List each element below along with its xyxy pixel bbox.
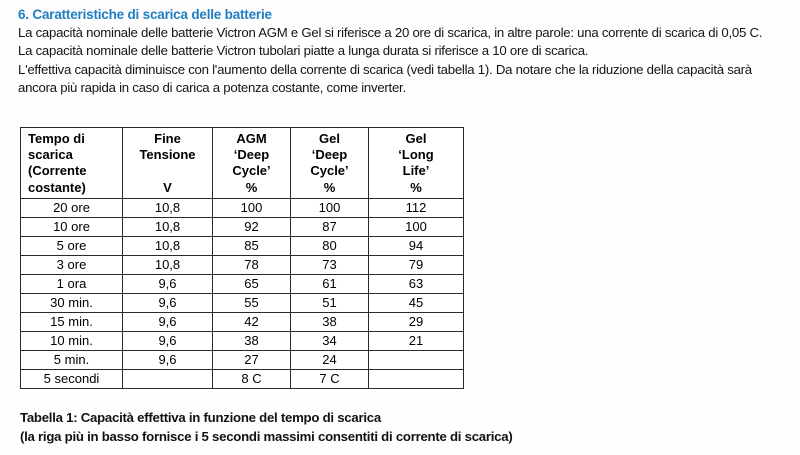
header-line: Cycle’ xyxy=(232,163,271,179)
cell-agm-deep-cycle: 92 xyxy=(213,217,291,236)
header-line: V xyxy=(163,179,172,195)
cell-agm-deep-cycle: 85 xyxy=(213,236,291,255)
cell-gel-long-life: 21 xyxy=(369,331,464,350)
cell-agm-deep-cycle: 27 xyxy=(213,350,291,369)
table-row xyxy=(21,274,464,293)
table-row xyxy=(21,198,464,217)
intro-paragraph-3: L'effettiva capacità diminuisce con l'aumento della corrente di scarica (vedi tabella 1). Da notare che la riduzione della capacità sarà ancora più rapida in caso di carica a potenza costante, come inverter. xyxy=(18,61,752,96)
column-header-gel-deep-cycle xyxy=(291,128,369,199)
column-header-end-voltage xyxy=(123,128,213,199)
table-row xyxy=(21,236,464,255)
table-row xyxy=(21,255,464,274)
cell-agm-deep-cycle: 65 xyxy=(213,274,291,293)
cell-gel-deep-cycle: 80 xyxy=(291,236,369,255)
header-line: ‘Long xyxy=(398,147,434,163)
table-row xyxy=(21,217,464,236)
header-line: Cycle’ xyxy=(310,163,349,179)
cell-agm-deep-cycle: 78 xyxy=(213,255,291,274)
header-line: ‘Deep xyxy=(311,147,348,163)
intro-paragraph-2: La capacità nominale delle batterie Victron tubolari piatte a lunga durata si riferisce a 10 ore di scarica. xyxy=(18,43,589,59)
cell-agm-deep-cycle: 100 xyxy=(213,198,291,217)
cell-discharge-time: 20 ore xyxy=(21,198,123,217)
cell-gel-long-life xyxy=(369,350,464,369)
table-body xyxy=(21,198,464,388)
cell-discharge-time: 30 min. xyxy=(21,293,123,312)
cell-discharge-time: 10 ore xyxy=(21,217,123,236)
column-header-discharge-time xyxy=(21,128,123,199)
table-row xyxy=(21,350,464,369)
cell-discharge-time: 5 ore xyxy=(21,236,123,255)
cell-agm-deep-cycle: 55 xyxy=(213,293,291,312)
page-title: 6. Caratteristiche di scarica delle batterie xyxy=(18,7,272,22)
cell-gel-long-life: 94 xyxy=(369,236,464,255)
header-line: Tensione xyxy=(139,147,196,163)
header-line: Tempo di xyxy=(28,131,85,146)
table-row xyxy=(21,369,464,388)
cell-gel-long-life: 112 xyxy=(369,198,464,217)
header-line: Gel xyxy=(405,131,427,146)
header-line: AGM xyxy=(236,131,267,146)
cell-gel-deep-cycle: 7 C xyxy=(291,369,369,388)
table-row xyxy=(21,293,464,312)
header-spacer xyxy=(123,163,212,179)
cell-discharge-time: 3 ore xyxy=(21,255,123,274)
cell-gel-deep-cycle: 24 xyxy=(291,350,369,369)
cell-gel-long-life: 63 xyxy=(369,274,464,293)
cell-gel-long-life: 79 xyxy=(369,255,464,274)
cell-gel-long-life: 100 xyxy=(369,217,464,236)
header-line: % xyxy=(245,179,258,195)
caption-line-1: Tabella 1: Capacità effettiva in funzione del tempo di scarica xyxy=(20,410,381,425)
cell-discharge-time: 15 min. xyxy=(21,312,123,331)
cell-agm-deep-cycle: 42 xyxy=(213,312,291,331)
cell-end-voltage: 9,6 xyxy=(123,293,213,312)
cell-end-voltage: 9,6 xyxy=(123,274,213,293)
cell-gel-deep-cycle: 51 xyxy=(291,293,369,312)
column-header-gel-long-life xyxy=(369,128,464,199)
discharge-capacity-table xyxy=(20,127,464,389)
cell-gel-deep-cycle: 100 xyxy=(291,198,369,217)
cell-gel-deep-cycle: 61 xyxy=(291,274,369,293)
cell-end-voltage: 9,6 xyxy=(123,312,213,331)
cell-end-voltage: 10,8 xyxy=(123,236,213,255)
cell-end-voltage: 10,8 xyxy=(123,255,213,274)
cell-discharge-time: 5 secondi xyxy=(21,369,123,388)
header-line: % xyxy=(410,179,422,195)
table-row xyxy=(21,312,464,331)
caption-line-2: (la riga più in basso fornisce i 5 secondi massimi consentiti di corrente di scarica) xyxy=(20,428,513,444)
cell-gel-long-life: 45 xyxy=(369,293,464,312)
column-header-agm-deep-cycle xyxy=(213,128,291,199)
intro-paragraphs xyxy=(18,24,788,98)
table-row xyxy=(21,331,464,350)
cell-end-voltage: 10,8 xyxy=(123,217,213,236)
cell-discharge-time: 10 min. xyxy=(21,331,123,350)
cell-end-voltage: 9,6 xyxy=(123,331,213,350)
cell-end-voltage xyxy=(123,369,213,388)
table-header-row xyxy=(21,128,464,199)
header-line: (Corrente xyxy=(28,163,87,179)
cell-discharge-time: 1 ora xyxy=(21,274,123,293)
table-caption xyxy=(20,409,513,446)
cell-discharge-time: 5 min. xyxy=(21,350,123,369)
cell-agm-deep-cycle: 8 C xyxy=(213,369,291,388)
cell-gel-long-life: 29 xyxy=(369,312,464,331)
cell-gel-long-life xyxy=(369,369,464,388)
cell-gel-deep-cycle: 73 xyxy=(291,255,369,274)
table-header xyxy=(21,128,464,199)
header-line: Gel xyxy=(319,131,340,146)
cell-agm-deep-cycle: 38 xyxy=(213,331,291,350)
intro-paragraph-1: La capacità nominale delle batterie Victron AGM e Gel si riferisce a 20 ore di scarica, in altre parole: una corrente di scarica di 0,05 C. xyxy=(18,25,763,40)
header-line: ‘Deep xyxy=(233,147,270,163)
cell-gel-deep-cycle: 87 xyxy=(291,217,369,236)
header-line: % xyxy=(323,179,336,195)
capacity-table-container xyxy=(20,127,464,389)
cell-end-voltage: 10,8 xyxy=(123,198,213,217)
cell-gel-deep-cycle: 34 xyxy=(291,331,369,350)
header-line: Fine xyxy=(154,131,181,146)
header-line: costante) xyxy=(28,179,86,195)
header-line: Life’ xyxy=(402,163,430,179)
header-line: scarica xyxy=(28,147,73,163)
cell-end-voltage: 9,6 xyxy=(123,350,213,369)
cell-gel-deep-cycle: 38 xyxy=(291,312,369,331)
